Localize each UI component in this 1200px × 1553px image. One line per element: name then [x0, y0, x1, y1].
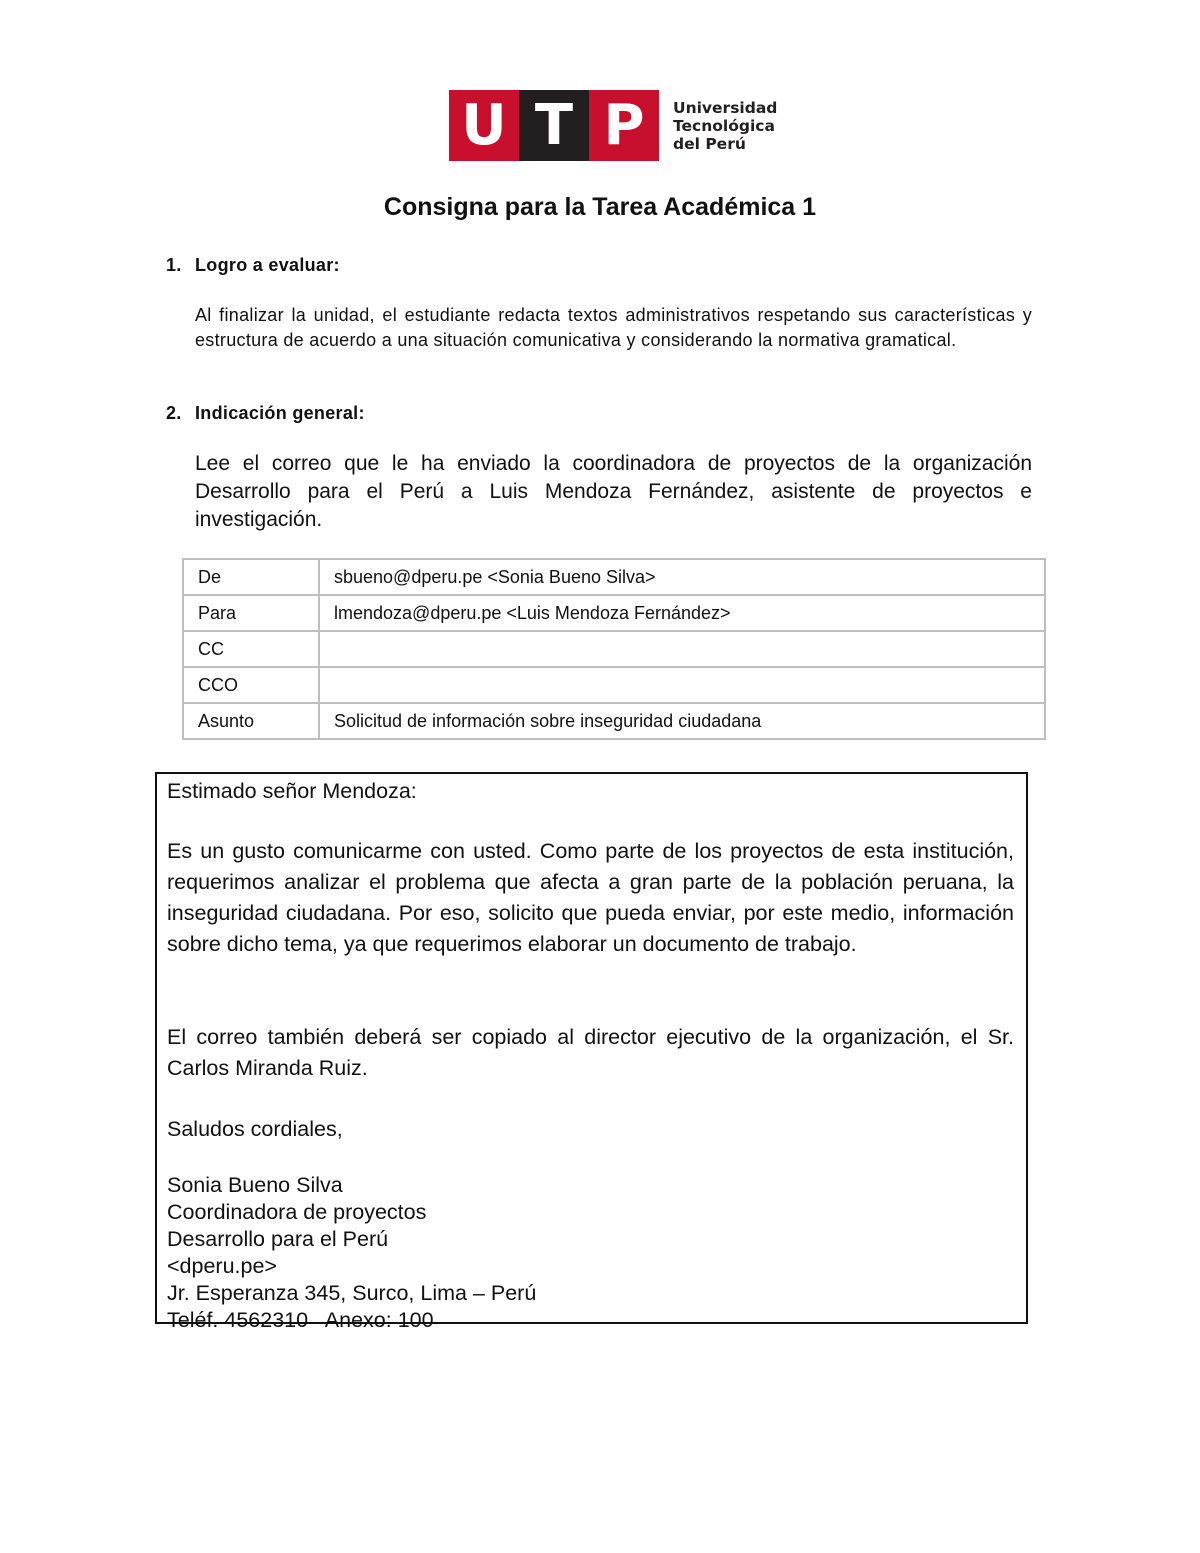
section-1-heading — [166, 255, 340, 276]
signature-website: <dperu.pe> — [167, 1254, 277, 1278]
email-paragraph-1: Es un gusto comunicarme con usted. Como parte de los proyectos de esta institución, requerimos analizar el problema que afecta a gran parte de la población peruana, la inseguridad ciudadana. Por eso, solicito que pueda enviar, por este medio, información sobre dicho tema, ya que requerimos elaborar un documento de trabajo. — [167, 839, 1014, 956]
email-closing: Saludos cordiales, — [167, 1117, 343, 1141]
table-row — [183, 595, 1045, 631]
logo-letter-t: T — [519, 90, 589, 161]
header-value-to: lmendoza@dperu.pe <Luis Mendoza Fernández> — [319, 595, 1045, 631]
logo-name-line-3: del Perú — [673, 134, 746, 153]
email-greeting: Estimado señor Mendoza: — [167, 779, 417, 803]
signature-address: Jr. Esperanza 345, Surco, Lima – Perú — [167, 1281, 537, 1305]
signature-phone: Teléf. 4562310 Anexo: 100 — [167, 1308, 434, 1332]
header-value-from: sbueno@dperu.pe <Sonia Bueno Silva> — [319, 559, 1045, 595]
logo-letter-u: U — [461, 93, 507, 158]
header-value-cc — [319, 631, 1045, 667]
utp-logo — [449, 90, 777, 161]
section-1-number: 1. — [166, 255, 182, 275]
logo-name-line-1: Universidad — [673, 98, 778, 117]
signature-name: Sonia Bueno Silva — [167, 1173, 343, 1197]
email-paragraph-2: El correo también deberá ser copiado al director ejecutivo de la organización, el Sr. Carlos Miranda Ruiz. — [167, 1025, 1014, 1080]
table-row — [183, 631, 1045, 667]
logo-name-line-2: Tecnológica — [673, 116, 775, 135]
section-2-title: Indicación general: — [195, 403, 365, 423]
email-body-box — [155, 772, 1028, 1332]
utp-logo-mark — [449, 90, 659, 161]
signature-organization: Desarrollo para el Perú — [167, 1227, 389, 1251]
logo-letter-p: P — [603, 93, 645, 158]
page-title: Consigna para la Tarea Académica 1 — [383, 193, 817, 221]
section-2-number: 2. — [166, 403, 182, 423]
table-row — [183, 559, 1045, 595]
header-label-cc: CC — [183, 631, 319, 667]
table-row — [183, 667, 1045, 703]
header-label-bcc: CCO — [183, 667, 319, 703]
section-1-title: Logro a evaluar: — [195, 255, 340, 275]
table-row — [183, 703, 1045, 739]
header-label-from: De — [183, 559, 319, 595]
signature-role: Coordinadora de proyectos — [167, 1200, 427, 1224]
section-2-text: Lee el correo que le ha enviado la coordinadora de proyectos de la organización Desarrollo para el Perú a Luis Mendoza Fernández, asistente de proyectos e investigación. — [195, 452, 1032, 531]
header-label-to: Para — [183, 595, 319, 631]
header-label-subject: Asunto — [183, 703, 319, 739]
section-2-heading — [166, 403, 365, 424]
email-signature — [167, 1172, 536, 1334]
email-header-table — [182, 558, 1046, 740]
header-value-bcc — [319, 667, 1045, 703]
header-value-subject: Solicitud de información sobre inseguridad ciudadana — [319, 703, 1045, 739]
section-1-text: Al finalizar la unidad, el estudiante redacta textos administrativos respetando sus características y estructura de acuerdo a una situación comunicativa y considerando la normativa gramatical. — [195, 305, 1032, 350]
logo-university-name — [673, 99, 777, 153]
